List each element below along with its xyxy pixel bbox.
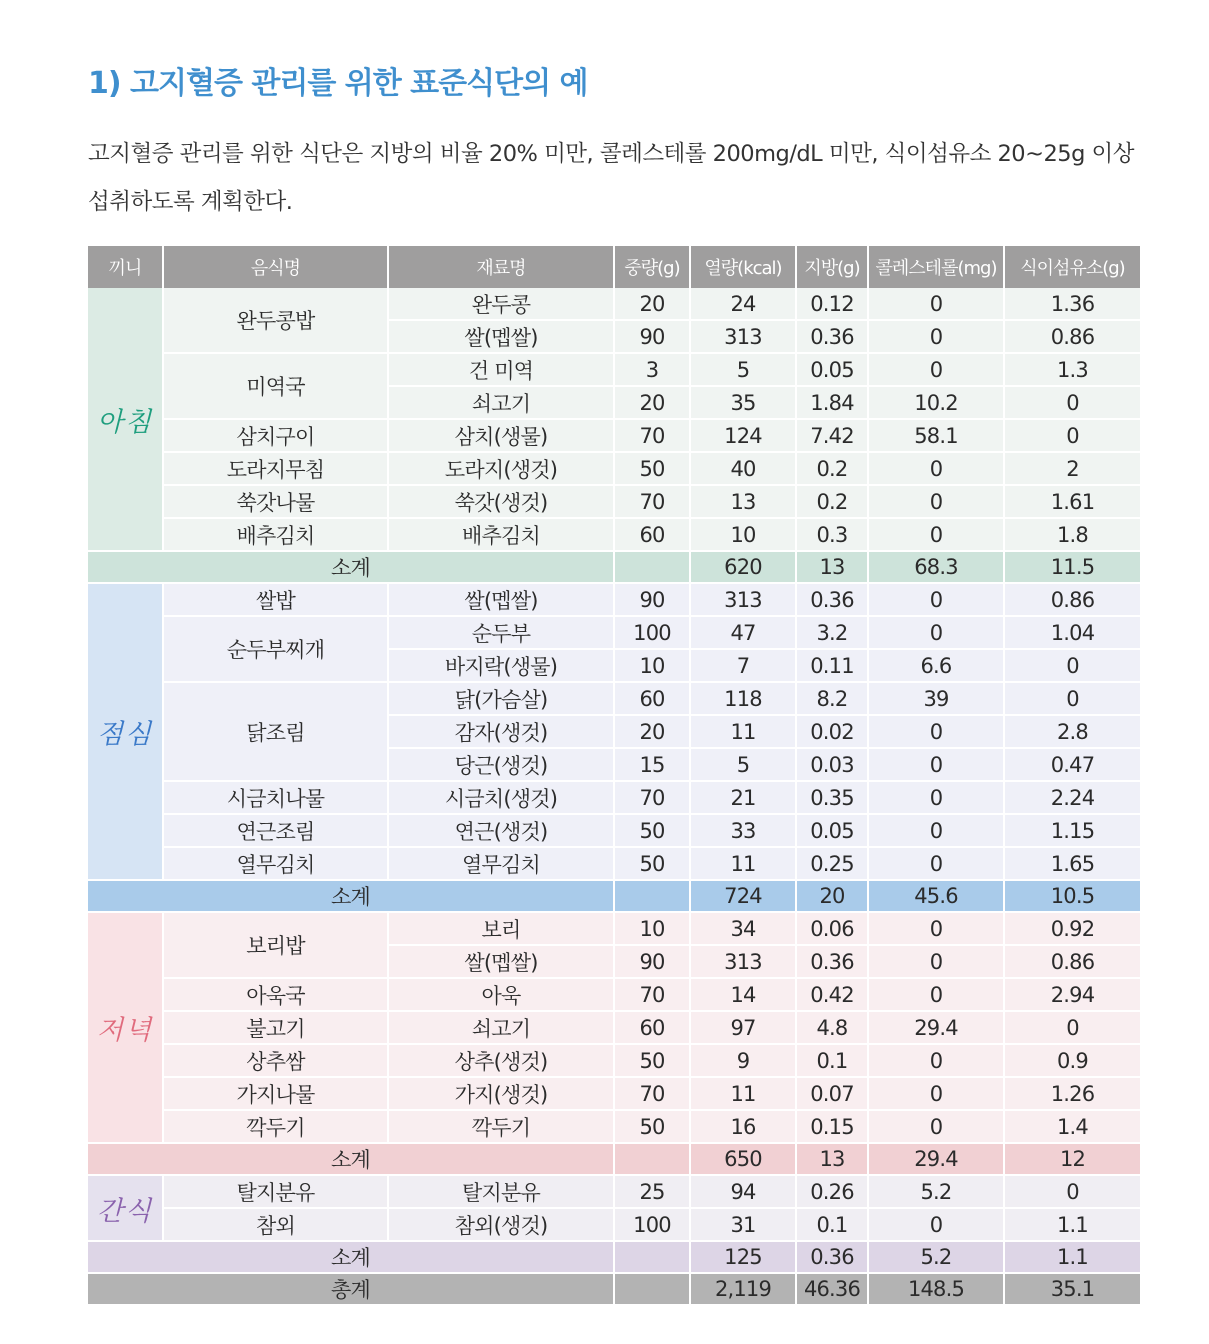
cholesterol-cell: 29.4 <box>868 1011 1004 1044</box>
ingredient-cell: 쌀(멥쌀) <box>388 320 614 353</box>
food-name: 배추김치 <box>163 518 388 551</box>
fiber-cell: 0 <box>1004 419 1140 452</box>
energy-cell: 97 <box>690 1011 796 1044</box>
subtotal-cholesterol: 45.6 <box>868 880 1004 912</box>
fiber-cell: 2.8 <box>1004 715 1140 748</box>
cholesterol-cell: 0 <box>868 518 1004 551</box>
energy-cell: 124 <box>690 419 796 452</box>
ingredient-cell: 가지(생것) <box>388 1077 614 1110</box>
subtotal-cholesterol: 29.4 <box>868 1143 1004 1175</box>
food-name: 깍두기 <box>163 1110 388 1143</box>
subtotal-fiber: 12 <box>1004 1143 1140 1175</box>
energy-cell: 40 <box>690 452 796 485</box>
table-row <box>88 583 1140 616</box>
food-name: 도라지무침 <box>163 452 388 485</box>
weight-cell: 50 <box>614 452 690 485</box>
total-fat: 46.36 <box>796 1273 868 1305</box>
subtotal-energy: 125 <box>690 1241 796 1273</box>
fat-cell: 0.2 <box>796 485 868 518</box>
lunch-section <box>88 583 1140 912</box>
cholesterol-cell: 0 <box>868 452 1004 485</box>
ingredient-cell: 닭(가슴살) <box>388 682 614 715</box>
fiber-cell: 1.1 <box>1004 1208 1140 1241</box>
fiber-cell: 0.47 <box>1004 748 1140 781</box>
table-row <box>88 452 1140 485</box>
header-food: 음식명 <box>163 246 388 288</box>
energy-cell: 31 <box>690 1208 796 1241</box>
cholesterol-cell: 0 <box>868 847 1004 880</box>
total-cholesterol: 148.5 <box>868 1273 1004 1305</box>
subtotal-fiber: 11.5 <box>1004 551 1140 583</box>
header-meal: 끼니 <box>88 246 163 288</box>
fiber-cell: 2 <box>1004 452 1140 485</box>
total-energy: 2,119 <box>690 1273 796 1305</box>
table-row <box>88 1208 1140 1241</box>
fiber-cell: 2.94 <box>1004 978 1140 1011</box>
fiber-cell: 1.3 <box>1004 353 1140 386</box>
food-name: 탈지분유 <box>163 1175 388 1208</box>
cholesterol-cell: 39 <box>868 682 1004 715</box>
fiber-cell: 0.9 <box>1004 1044 1140 1077</box>
fat-cell: 0.2 <box>796 452 868 485</box>
energy-cell: 313 <box>690 945 796 978</box>
cholesterol-cell: 0 <box>868 288 1004 320</box>
cholesterol-cell: 0 <box>868 616 1004 649</box>
ingredient-cell: 쌀(멥쌀) <box>388 945 614 978</box>
energy-cell: 94 <box>690 1175 796 1208</box>
weight-cell: 20 <box>614 288 690 320</box>
subtotal-energy: 620 <box>690 551 796 583</box>
table-header-row <box>88 246 1140 288</box>
fiber-cell: 1.4 <box>1004 1110 1140 1143</box>
fat-cell: 0.12 <box>796 288 868 320</box>
header-ingredient: 재료명 <box>388 246 614 288</box>
fat-cell: 0.36 <box>796 320 868 353</box>
fat-cell: 0.36 <box>796 945 868 978</box>
subtotal-weight-cell <box>614 1241 690 1273</box>
ingredient-cell: 상추(생것) <box>388 1044 614 1077</box>
food-name: 시금치나물 <box>163 781 388 814</box>
header-fat: 지방(g) <box>796 246 868 288</box>
cholesterol-cell: 0 <box>868 485 1004 518</box>
subtotal-energy: 650 <box>690 1143 796 1175</box>
cholesterol-cell: 0 <box>868 978 1004 1011</box>
ingredient-cell: 쇠고기 <box>388 386 614 419</box>
fat-cell: 0.05 <box>796 353 868 386</box>
food-name: 닭조림 <box>163 682 388 781</box>
fiber-cell: 1.26 <box>1004 1077 1140 1110</box>
total-weight-cell <box>614 1273 690 1305</box>
energy-cell: 10 <box>690 518 796 551</box>
breakfast-section <box>88 288 1140 583</box>
subtotal-fiber: 1.1 <box>1004 1241 1140 1273</box>
fiber-cell: 1.36 <box>1004 288 1140 320</box>
weight-cell: 25 <box>614 1175 690 1208</box>
weight-cell: 50 <box>614 1110 690 1143</box>
subtotal-row-breakfast <box>88 551 1140 583</box>
weight-cell: 90 <box>614 945 690 978</box>
weight-cell: 90 <box>614 320 690 353</box>
section-heading: 1) 고지혈증 관리를 위한 표준식단의 예 <box>88 66 588 101</box>
ingredient-cell: 쌀(멥쌀) <box>388 583 614 616</box>
weight-cell: 70 <box>614 978 690 1011</box>
weight-cell: 20 <box>614 386 690 419</box>
fat-cell: 0.02 <box>796 715 868 748</box>
weight-cell: 90 <box>614 583 690 616</box>
table-row <box>88 288 1140 320</box>
ingredient-cell: 당근(생것) <box>388 748 614 781</box>
fiber-cell: 2.24 <box>1004 781 1140 814</box>
fat-cell: 0.25 <box>796 847 868 880</box>
table-row <box>88 353 1140 386</box>
weight-cell: 60 <box>614 1011 690 1044</box>
weight-cell: 60 <box>614 518 690 551</box>
total-row <box>88 1273 1140 1305</box>
fat-cell: 0.07 <box>796 1077 868 1110</box>
meal-label-dinner: 저녁 <box>88 912 163 1143</box>
meal-label-snack: 간식 <box>88 1175 163 1241</box>
weight-cell: 15 <box>614 748 690 781</box>
table-row <box>88 1044 1140 1077</box>
ingredient-cell: 쇠고기 <box>388 1011 614 1044</box>
energy-cell: 11 <box>690 1077 796 1110</box>
ingredient-cell: 바지락(생물) <box>388 649 614 682</box>
cholesterol-cell: 0 <box>868 814 1004 847</box>
food-name: 참외 <box>163 1208 388 1241</box>
food-name: 삼치구이 <box>163 419 388 452</box>
header-energy: 열량(kcal) <box>690 246 796 288</box>
cholesterol-cell: 0 <box>868 1110 1004 1143</box>
meal-label-breakfast: 아침 <box>88 288 163 551</box>
fat-cell: 0.35 <box>796 781 868 814</box>
ingredient-cell: 아욱 <box>388 978 614 1011</box>
subtotal-fat: 13 <box>796 1143 868 1175</box>
fat-cell: 3.2 <box>796 616 868 649</box>
table-row <box>88 1110 1140 1143</box>
ingredient-cell: 참외(생것) <box>388 1208 614 1241</box>
food-name: 상추쌈 <box>163 1044 388 1077</box>
energy-cell: 7 <box>690 649 796 682</box>
subtotal-label: 소계 <box>88 880 614 912</box>
fat-cell: 0.03 <box>796 748 868 781</box>
fiber-cell: 1.61 <box>1004 485 1140 518</box>
fiber-cell: 1.04 <box>1004 616 1140 649</box>
diet-table <box>88 246 1140 1306</box>
ingredient-cell: 순두부 <box>388 616 614 649</box>
food-name: 쌀밥 <box>163 583 388 616</box>
subtotal-cholesterol: 5.2 <box>868 1241 1004 1273</box>
fiber-cell: 0 <box>1004 386 1140 419</box>
table-row <box>88 682 1140 715</box>
table-row <box>88 1077 1140 1110</box>
food-name: 가지나물 <box>163 1077 388 1110</box>
subtotal-label: 소계 <box>88 1241 614 1273</box>
subtotal-row-lunch <box>88 880 1140 912</box>
cholesterol-cell: 0 <box>868 945 1004 978</box>
cholesterol-cell: 0 <box>868 1044 1004 1077</box>
fat-cell: 0.26 <box>796 1175 868 1208</box>
cholesterol-cell: 0 <box>868 583 1004 616</box>
weight-cell: 3 <box>614 353 690 386</box>
table-row <box>88 1011 1140 1044</box>
weight-cell: 50 <box>614 1044 690 1077</box>
cholesterol-cell: 0 <box>868 320 1004 353</box>
table-row <box>88 518 1140 551</box>
table-row <box>88 978 1140 1011</box>
table-row <box>88 616 1140 649</box>
energy-cell: 11 <box>690 847 796 880</box>
energy-cell: 9 <box>690 1044 796 1077</box>
ingredient-cell: 완두콩 <box>388 288 614 320</box>
food-name: 연근조림 <box>163 814 388 847</box>
ingredient-cell: 깍두기 <box>388 1110 614 1143</box>
table-row <box>88 847 1140 880</box>
food-name: 미역국 <box>163 353 388 419</box>
fat-cell: 7.42 <box>796 419 868 452</box>
snack-section <box>88 1175 1140 1273</box>
weight-cell: 70 <box>614 485 690 518</box>
weight-cell: 100 <box>614 1208 690 1241</box>
total-fiber: 35.1 <box>1004 1273 1140 1305</box>
fiber-cell: 1.15 <box>1004 814 1140 847</box>
energy-cell: 21 <box>690 781 796 814</box>
food-name: 아욱국 <box>163 978 388 1011</box>
fat-cell: 0.36 <box>796 583 868 616</box>
weight-cell: 10 <box>614 649 690 682</box>
ingredient-cell: 감자(생것) <box>388 715 614 748</box>
subtotal-row-snack <box>88 1241 1140 1273</box>
energy-cell: 11 <box>690 715 796 748</box>
food-name: 쑥갓나물 <box>163 485 388 518</box>
ingredient-cell: 시금치(생것) <box>388 781 614 814</box>
energy-cell: 5 <box>690 748 796 781</box>
subtotal-cholesterol: 68.3 <box>868 551 1004 583</box>
weight-cell: 50 <box>614 847 690 880</box>
total-label: 총계 <box>88 1273 614 1305</box>
fat-cell: 8.2 <box>796 682 868 715</box>
weight-cell: 20 <box>614 715 690 748</box>
food-name: 불고기 <box>163 1011 388 1044</box>
cholesterol-cell: 0 <box>868 781 1004 814</box>
energy-cell: 5 <box>690 353 796 386</box>
table-row <box>88 814 1140 847</box>
cholesterol-cell: 0 <box>868 912 1004 945</box>
total-section <box>88 1273 1140 1305</box>
fiber-cell: 1.65 <box>1004 847 1140 880</box>
energy-cell: 24 <box>690 288 796 320</box>
fiber-cell: 0.86 <box>1004 583 1140 616</box>
fiber-cell: 0 <box>1004 682 1140 715</box>
weight-cell: 50 <box>614 814 690 847</box>
fiber-cell: 0.92 <box>1004 912 1140 945</box>
energy-cell: 313 <box>690 320 796 353</box>
subtotal-fat: 0.36 <box>796 1241 868 1273</box>
ingredient-cell: 보리 <box>388 912 614 945</box>
cholesterol-cell: 5.2 <box>868 1175 1004 1208</box>
subtotal-label: 소계 <box>88 551 614 583</box>
ingredient-cell: 건 미역 <box>388 353 614 386</box>
cholesterol-cell: 10.2 <box>868 386 1004 419</box>
energy-cell: 13 <box>690 485 796 518</box>
fat-cell: 0.1 <box>796 1044 868 1077</box>
cholesterol-cell: 6.6 <box>868 649 1004 682</box>
cholesterol-cell: 0 <box>868 1208 1004 1241</box>
fat-cell: 0.11 <box>796 649 868 682</box>
subtotal-fiber: 10.5 <box>1004 880 1140 912</box>
table-row <box>88 912 1140 945</box>
energy-cell: 35 <box>690 386 796 419</box>
fat-cell: 0.05 <box>796 814 868 847</box>
weight-cell: 70 <box>614 1077 690 1110</box>
ingredient-cell: 삼치(생물) <box>388 419 614 452</box>
fiber-cell: 0 <box>1004 1175 1140 1208</box>
ingredient-cell: 탈지분유 <box>388 1175 614 1208</box>
cholesterol-cell: 58.1 <box>868 419 1004 452</box>
table-row <box>88 485 1140 518</box>
subtotal-weight-cell <box>614 880 690 912</box>
fat-cell: 0.3 <box>796 518 868 551</box>
energy-cell: 33 <box>690 814 796 847</box>
fat-cell: 4.8 <box>796 1011 868 1044</box>
weight-cell: 70 <box>614 419 690 452</box>
table-row <box>88 1175 1140 1208</box>
dinner-section <box>88 912 1140 1175</box>
ingredient-cell: 배추김치 <box>388 518 614 551</box>
food-name: 완두콩밥 <box>163 288 388 353</box>
fiber-cell: 0.86 <box>1004 945 1140 978</box>
energy-cell: 16 <box>690 1110 796 1143</box>
subtotal-row-dinner <box>88 1143 1140 1175</box>
fat-cell: 0.06 <box>796 912 868 945</box>
fiber-cell: 0 <box>1004 649 1140 682</box>
energy-cell: 47 <box>690 616 796 649</box>
energy-cell: 34 <box>690 912 796 945</box>
subtotal-fat: 20 <box>796 880 868 912</box>
weight-cell: 100 <box>614 616 690 649</box>
table-row <box>88 781 1140 814</box>
ingredient-cell: 쑥갓(생것) <box>388 485 614 518</box>
fat-cell: 0.42 <box>796 978 868 1011</box>
subtotal-weight-cell <box>614 1143 690 1175</box>
fiber-cell: 0.86 <box>1004 320 1140 353</box>
food-name: 보리밥 <box>163 912 388 978</box>
food-name: 열무김치 <box>163 847 388 880</box>
fiber-cell: 0 <box>1004 1011 1140 1044</box>
fat-cell: 0.1 <box>796 1208 868 1241</box>
subtotal-energy: 724 <box>690 880 796 912</box>
fat-cell: 1.84 <box>796 386 868 419</box>
energy-cell: 14 <box>690 978 796 1011</box>
food-name: 순두부찌개 <box>163 616 388 682</box>
cholesterol-cell: 0 <box>868 715 1004 748</box>
header-cholesterol: 콜레스테롤(mg) <box>868 246 1004 288</box>
header-weight: 중량(g) <box>614 246 690 288</box>
energy-cell: 118 <box>690 682 796 715</box>
subtotal-weight-cell <box>614 551 690 583</box>
weight-cell: 70 <box>614 781 690 814</box>
header-fiber: 식이섬유소(g) <box>1004 246 1140 288</box>
ingredient-cell: 도라지(생것) <box>388 452 614 485</box>
fiber-cell: 1.8 <box>1004 518 1140 551</box>
weight-cell: 60 <box>614 682 690 715</box>
ingredient-cell: 열무김치 <box>388 847 614 880</box>
subtotal-fat: 13 <box>796 551 868 583</box>
intro-paragraph: 고지혈증 관리를 위한 식단은 지방의 비율 20% 미만, 콜레스테롤 200mg/dL 미만, 식이섬유소 20~25g 이상 섭취하도록 계획한다. <box>88 141 1134 215</box>
energy-cell: 313 <box>690 583 796 616</box>
cholesterol-cell: 0 <box>868 1077 1004 1110</box>
subtotal-label: 소계 <box>88 1143 614 1175</box>
cholesterol-cell: 0 <box>868 353 1004 386</box>
meal-label-lunch: 점심 <box>88 583 163 880</box>
table-row <box>88 419 1140 452</box>
cholesterol-cell: 0 <box>868 748 1004 781</box>
fat-cell: 0.15 <box>796 1110 868 1143</box>
ingredient-cell: 연근(생것) <box>388 814 614 847</box>
weight-cell: 10 <box>614 912 690 945</box>
